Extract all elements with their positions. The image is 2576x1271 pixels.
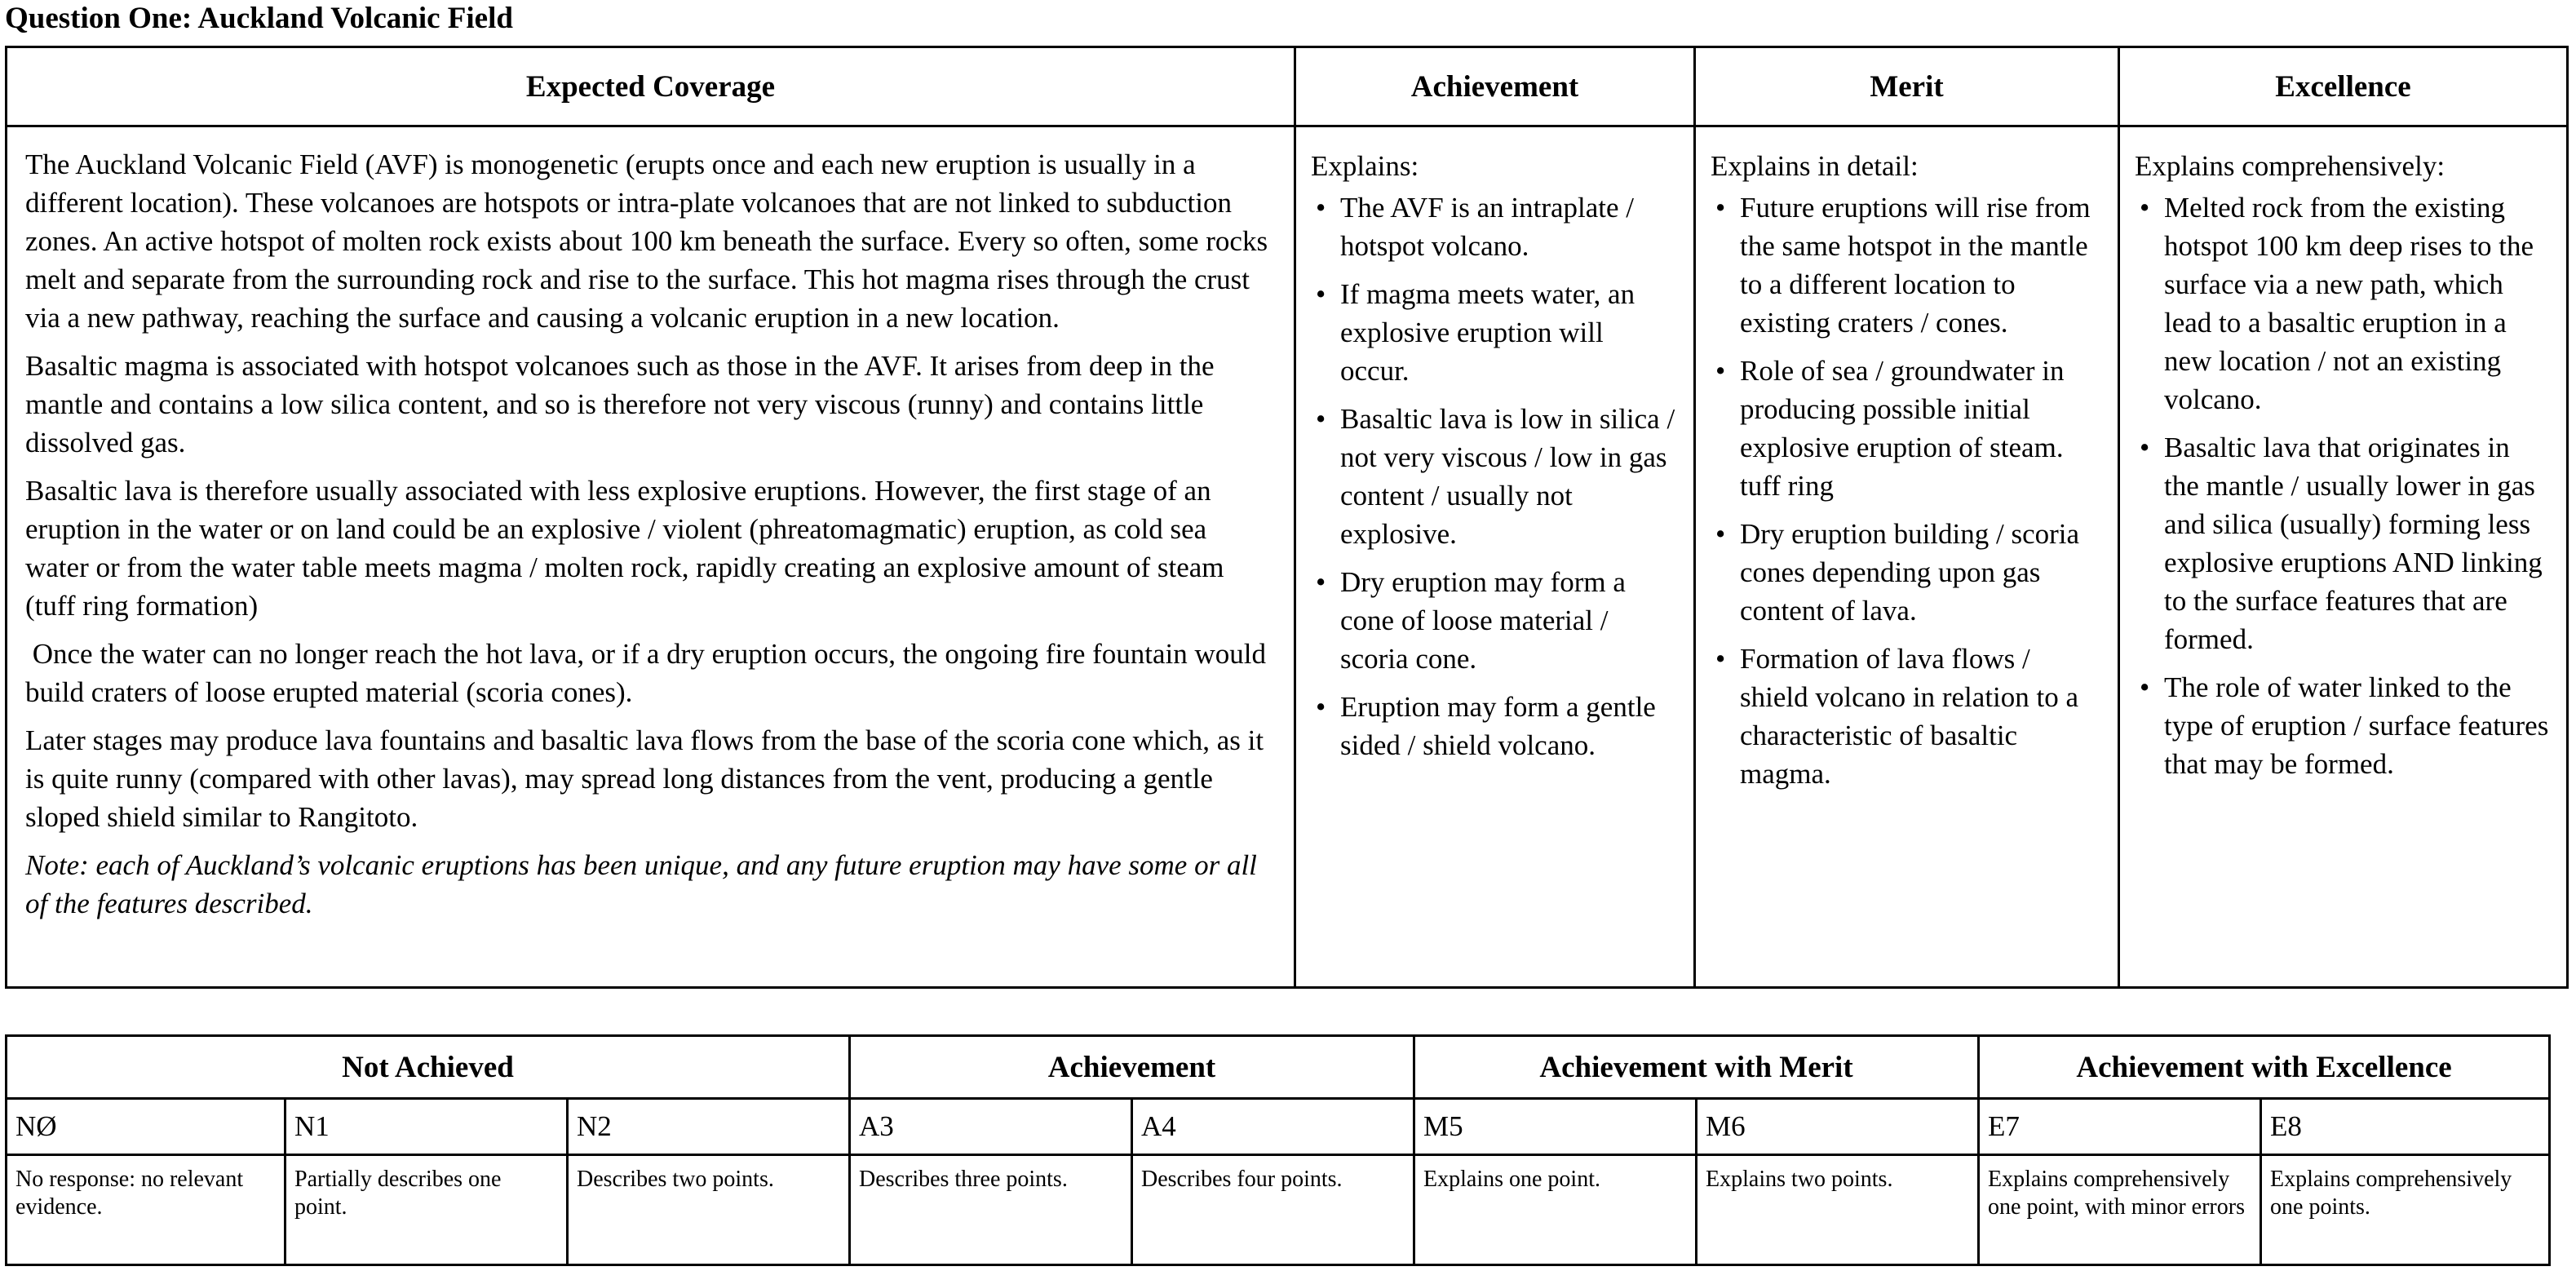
merit-point: • Role of sea / groundwater in producing possible initial explosive eruption of steam. tuff ring: [1711, 352, 2103, 505]
group-achievement: Achievement: [850, 1036, 1414, 1099]
score-description: No response: no relevant evidence.: [7, 1155, 285, 1265]
achievement-point: • Eruption may form a gentle sided / shield volcano.: [1311, 688, 1679, 764]
group-excellence: Achievement with Excellence: [1979, 1036, 2550, 1099]
score-code: M6: [1697, 1099, 1979, 1155]
expected-paragraph: Basaltic lava is therefore usually associated with less explosive eruptions. However, the first stage of an eruption in the water or on land could be an explosive / violent (phreatomagmatic) eruption, as cold sea water or from the water table meets magma / molten rock, rapidly creating an explosive amount of steam (tuff ring formation): [25, 475, 1224, 622]
score-code: N1: [285, 1099, 568, 1155]
score-code: NØ: [7, 1099, 285, 1155]
achievement-list: [1311, 188, 1679, 764]
score-description: Explains two points.: [1697, 1155, 1979, 1265]
excellence-cell: [2119, 126, 2568, 988]
merit-cell: [1695, 126, 2119, 988]
expected-paragraph: Once the water can no longer reach the hot lava, or if a dry eruption occurs, the ongoing fire fountain would build craters of loose erupted material (scoria cones).: [25, 638, 1273, 708]
coverage-table: [5, 46, 2569, 989]
achievement-point: • The AVF is an intraplate / hotspot volcano.: [1311, 188, 1679, 265]
group-not-achieved: Not Achieved: [7, 1036, 850, 1099]
score-table: [5, 1034, 2551, 1266]
group-merit: Achievement with Merit: [1414, 1036, 1979, 1099]
score-description: Describes two points.: [568, 1155, 850, 1265]
expected-paragraph: Later stages may produce lava fountains and basaltic lava flows from the base of the scoria cone which, as it is quite runny (compared with other lavas), may spread long distances from the vent, producing a gentle sloped shield similar to Rangitoto.: [25, 724, 1264, 833]
score-description: Describes four points.: [1132, 1155, 1414, 1265]
achievement-intro: Explains:: [1311, 150, 1419, 182]
coverage-header-row: [7, 47, 2568, 126]
header-expected-coverage: Expected Coverage: [7, 47, 1295, 126]
score-description: Explains one point.: [1414, 1155, 1697, 1265]
expected-paragraph: Basaltic magma is associated with hotspot volcanoes such as those in the AVF. It arises from deep in the mantle and contains a low silica content, and so is therefore not very viscous (runny) and contains little dissolved gas.: [25, 350, 1215, 458]
score-description-row: [7, 1155, 2550, 1265]
excellence-intro: Explains comprehensively:: [2135, 150, 2445, 182]
expected-note: Note: each of Auckland’s volcanic eruptions has been unique, and any future eruption may have some or all of the features described.: [25, 849, 1257, 919]
score-group-row: [7, 1036, 2550, 1099]
score-code: A4: [1132, 1099, 1414, 1155]
score-description: Explains comprehensively one point, with minor errors: [1979, 1155, 2261, 1265]
score-code: M5: [1414, 1099, 1697, 1155]
score-code-row: [7, 1099, 2550, 1155]
expected-paragraph: The Auckland Volcanic Field (AVF) is monogenetic (erupts once and each new eruption is usually in a different location). These volcanoes are hotspots or intra-plate volcanoes that are not linked to subduction zones. An active hotspot of molten rock exists about 100 km beneath the surface. Every so often, some rocks melt and separate from the surrounding rock and rise to the surface. This hot magma rises through the crust via a new pathway, reaching the surface and causing a volcanic eruption in a new location.: [25, 148, 1268, 334]
score-code: E8: [2261, 1099, 2550, 1155]
excellence-point: • Basaltic lava that originates in the mantle / usually lower in gas and silica (usually) forming less explosive eruptions AND linking to the surface features that are formed.: [2135, 428, 2552, 658]
question-title: Question One: Auckland Volcanic Field: [5, 2, 513, 35]
score-code: E7: [1979, 1099, 2261, 1155]
expected-coverage-cell: [7, 126, 1295, 988]
merit-list: [1711, 188, 2103, 793]
score-description: Partially describes one point.: [285, 1155, 568, 1265]
coverage-body-row: [7, 126, 2568, 988]
score-description: Explains comprehensively one points.: [2261, 1155, 2550, 1265]
excellence-point: • The role of water linked to the type of eruption / surface features that may be formed.: [2135, 668, 2552, 783]
score-code: A3: [850, 1099, 1132, 1155]
header-achievement: Achievement: [1295, 47, 1695, 126]
merit-point: • Formation of lava flows / shield volcano in relation to a characteristic of basaltic magma.: [1711, 640, 2103, 793]
merit-intro: Explains in detail:: [1711, 150, 1919, 182]
excellence-list: [2135, 188, 2552, 783]
score-code: N2: [568, 1099, 850, 1155]
achievement-cell: [1295, 126, 1695, 988]
achievement-point: • Dry eruption may form a cone of loose material / scoria cone.: [1311, 563, 1679, 678]
score-description: Describes three points.: [850, 1155, 1132, 1265]
merit-point: • Future eruptions will rise from the same hotspot in the mantle to a different location to existing craters / cones.: [1711, 188, 2103, 342]
header-merit: Merit: [1695, 47, 2119, 126]
achievement-point: • Basaltic lava is low in silica / not very viscous / low in gas content / usually not explosive.: [1311, 400, 1679, 553]
header-excellence: Excellence: [2119, 47, 2568, 126]
merit-point: • Dry eruption building / scoria cones depending upon gas content of lava.: [1711, 515, 2103, 630]
excellence-point: • Melted rock from the existing hotspot 100 km deep rises to the surface via a new path, which lead to a basaltic eruption in a new location / not an existing volcano.: [2135, 188, 2552, 418]
achievement-point: • If magma meets water, an explosive eruption will occur.: [1311, 275, 1679, 390]
